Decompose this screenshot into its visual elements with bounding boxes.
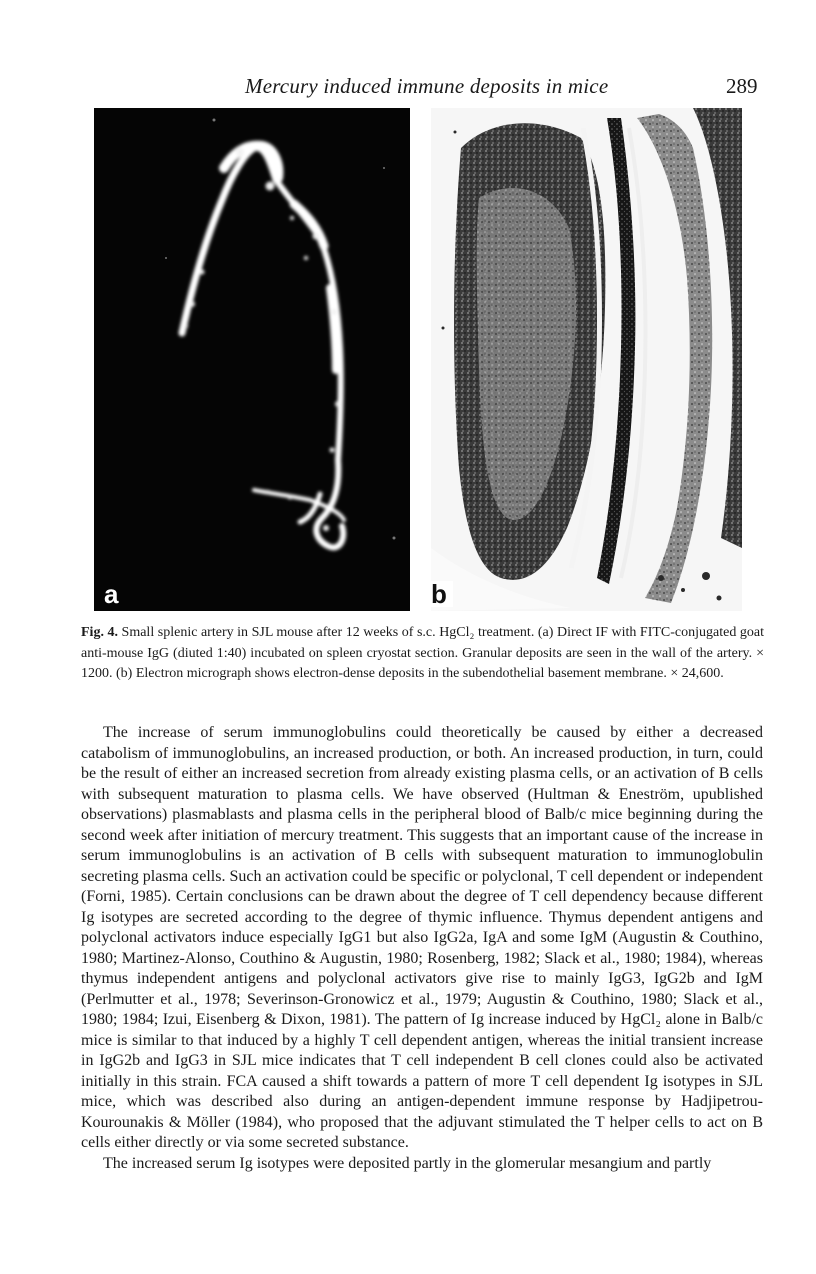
paragraph-1: The increase of serum immunoglobulins could theoretically be caused by either a decreased catabolism of immunoglobulins, an increased production, or both. An increased production, in turn, could be the result of either an increased secretion from already existing plasma cells, or an activation of B cells with subsequent maturation to plasma cells. We have observed (Hultman & Eneström, upublished observations) plasmablasts and plasma cells in the peripheral blood of Balb/c mice beginning during the second week after initiation of mercury treatment. This suggests that an important cause of the increase in serum immunoglobulins is an activation of B cells with subsequent maturation to immunoglobulin secreting plasma cells. Such an activation could be specific or polyclonal, T cell dependent or independent (Forni, 1985). Certain conclusions can be drawn about the degree of T cell dependency because different Ig isotypes are secreted according to the degree of thymic influence. Thymus dependent antigens and polyclonal activators induce especially IgG1 but also IgG2a, IgA and some IgM (Augustin & Couthino, 1980; Martinez-Alonso, Couthino & Augustin, 1980; Rosenberg, 1982; Slack et al., 1980; 1984), whereas thymus independent antigens and polyclonal activators give rise to mainly IgG3, IgG2b and IgM (Perlmutter et al., 1978; Severinson-Gronowicz et al., 1979; Augustin & Couthino, 1980; Slack et al., 1980; 1984; Izui, Eisenberg & Dixon, 1981). The pattern of Ig increase induced by HgCl₂ alone in Balb/c mice is similar to that induced by a highly T cell dependent antigen, whereas the initial transient increase in IgG2b and IgG3 in SJL mice indicates that T cell independent B cell clones could also be activated initially in this strain. FCA caused a shift towards a pattern of more T cell dependent Ig isotypes in SJL mice, which was described also during an antigen-dependent immune response by Hadjipetrou-Kourounakis & Möller (1984), who proposed that the adjuvant stimulated the T helper cells to act on B cells either directly or via some secreted substance. [81, 724, 763, 1151]
page-number: 289 [726, 74, 758, 98]
body-text [81, 723, 763, 1174]
fluorescence-image [94, 108, 410, 611]
panel-b-label: b [431, 581, 453, 607]
paragraph-2: The increased serum Ig isotypes were deposited partly in the glomerular mesangium and partly [103, 1154, 712, 1172]
electron-micrograph-image [431, 108, 742, 611]
figure-number: Fig. 4. [81, 625, 118, 640]
running-head [0, 74, 816, 104]
panel-a-label: a [104, 579, 119, 609]
panel-b-electron-micrograph [431, 108, 742, 611]
figure-4 [94, 108, 742, 611]
caption-text: Small splenic artery in SJL mouse after 12 weeks of s.c. HgCl₂ treatment. (a) Direct IF with FITC-conjugated goat anti-mouse IgG (diuted 1:40) incubated on spleen cryostat section. Granular deposits are seen in the wall of the artery. × 1200. (b) Electron micrograph shows electron-dense deposits in the subendothelial basement membrane. × 24,600. [81, 625, 764, 681]
panel-a-fluorescence-micrograph [94, 108, 410, 611]
figure-caption [81, 623, 764, 685]
running-title: Mercury induced immune deposits in mice [245, 74, 609, 98]
